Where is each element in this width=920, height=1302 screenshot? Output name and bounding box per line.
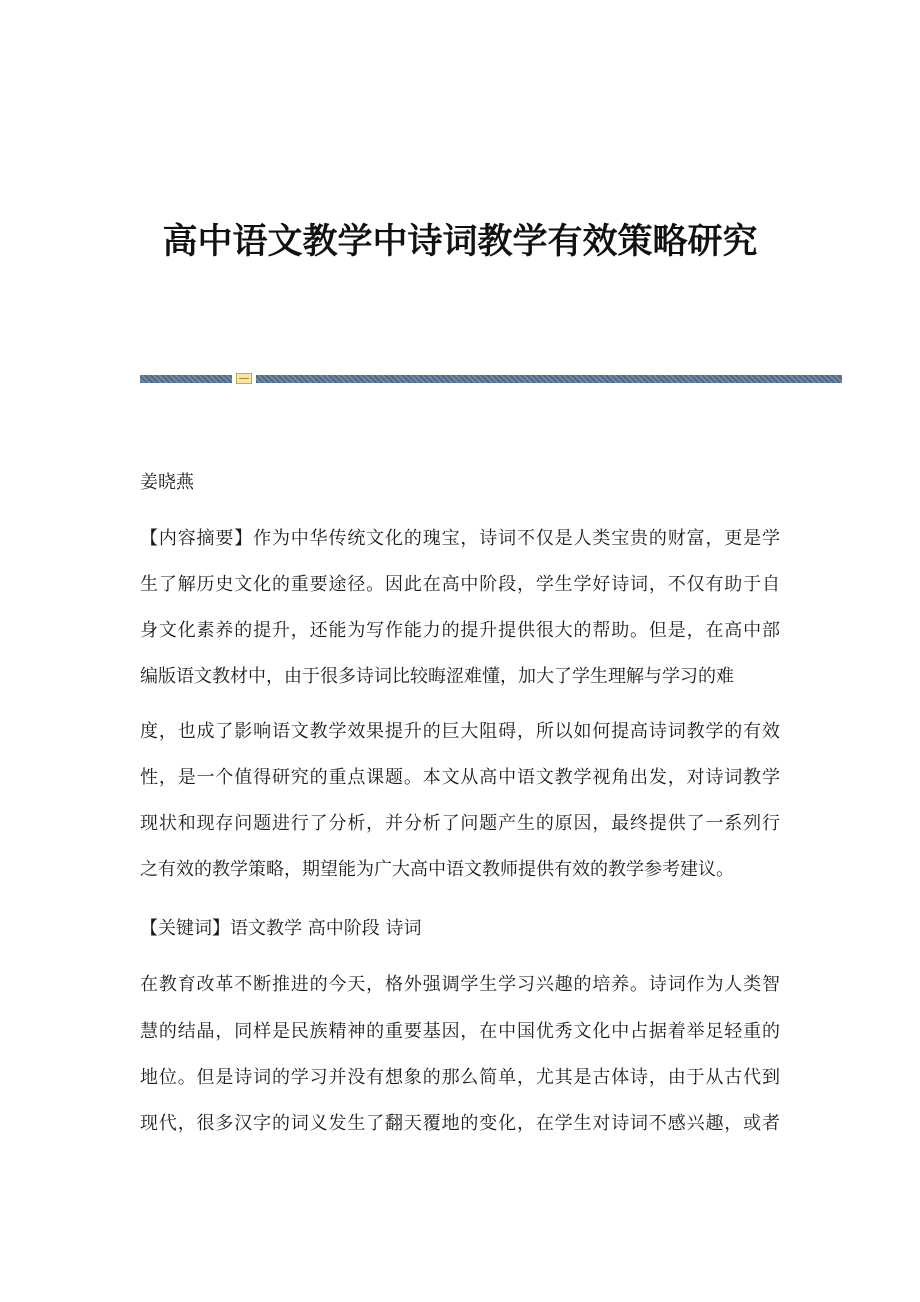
body-line: 地位。但是诗词的学习并没有想象的那么简单，尤其是古体诗，由于从古代到 [140,1067,780,1088]
abstract-line: 身文化素养的提升，还能为写作能力的提升提供很大的帮助。但是，在高中部 [140,620,780,641]
abstract-line: 度，也成了影响语文教学效果提升的巨大阻碍，所以如何提高诗词教学的有效 [140,721,780,742]
title-divider [140,375,842,383]
keywords-line: 【关键词】语文教学 高中阶段 诗词 [140,918,422,939]
abstract-line: 性，是一个值得研究的重点课题。本文从高中语文教学视角出发，对诗词教学 [140,767,780,788]
body-line: 慧的结晶，同样是民族精神的重要基因，在中国优秀文化中占据着举足轻重的 [140,1021,780,1042]
body-line: 在教育改革不断推进的今天，格外强调学生学习兴趣的培养。诗词作为人类智 [140,974,780,995]
abstract-line: 【内容摘要】作为中华传统文化的瑰宝，诗词不仅是人类宝贵的财富，更是学 [140,528,780,549]
divider-bar-right [256,375,842,383]
abstract-line: 生了解历史文化的重要途径。因此在高中阶段，学生学好诗词，不仅有助于自 [140,574,780,595]
divider-ornament-icon [236,373,252,384]
body-line: 现代，很多汉字的词义发生了翻天覆地的变化，在学生对诗词不感兴趣，或者 [140,1113,780,1134]
divider-bar-left [140,375,232,383]
author-name: 姜晓燕 [140,472,194,493]
abstract-line: 编版语文教材中，由于很多诗词比较晦涩难懂，加大了学生理解与学习的难 [140,666,734,687]
abstract-line: 之有效的教学策略，期望能为广大高中语文教师提供有效的教学参考建议。 [140,859,734,880]
abstract-line: 现状和现存问题进行了分析，并分析了问题产生的原因，最终提供了一系列行 [140,813,780,834]
document-title: 高中语文教学中诗词教学有效策略研究 [162,221,758,262]
